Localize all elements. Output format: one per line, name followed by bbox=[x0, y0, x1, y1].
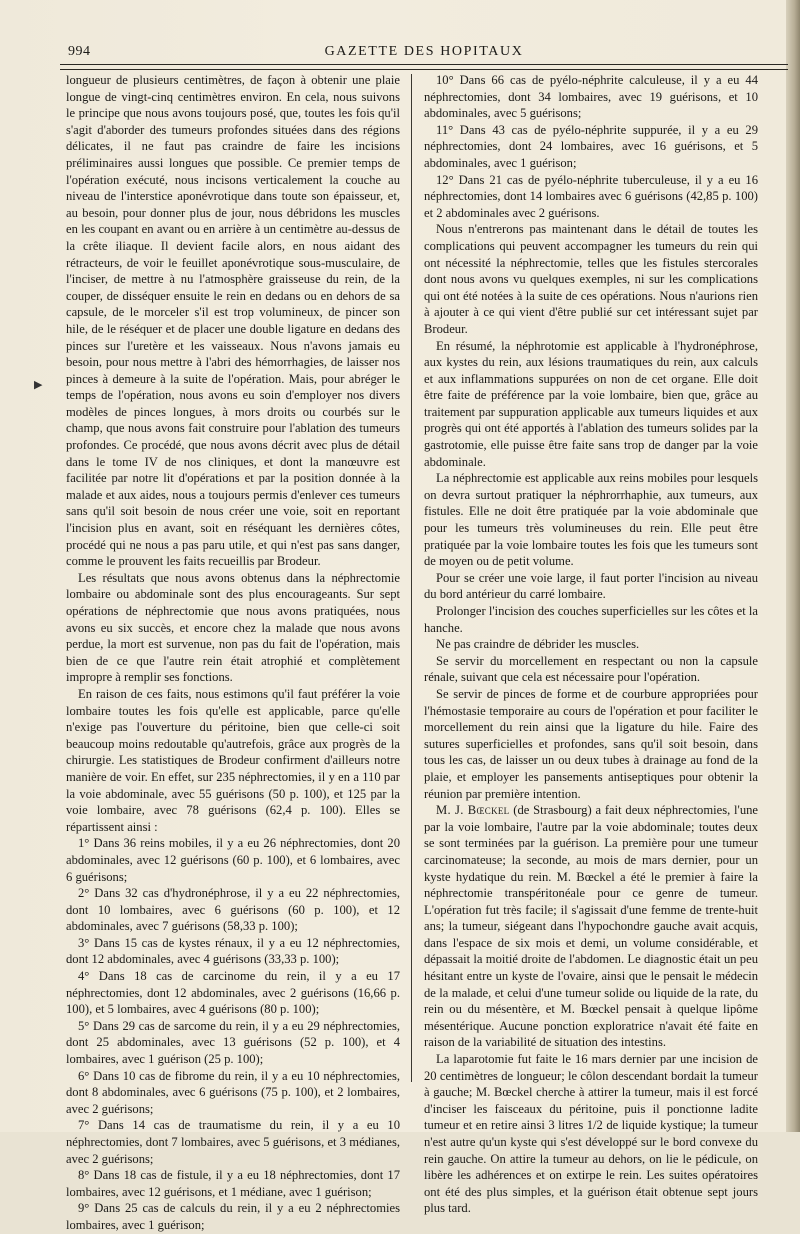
list-item: 8° Dans 18 cas de fistule, il y a eu 18 néphrectomies, dont 17 lombaires, avec 12 guérisons, et 1 médiane, avec 1 guérison; bbox=[66, 1168, 400, 1199]
list-item: 1° Dans 36 reins mobiles, il y a eu 26 néphrectomies, dont 20 abdominales, avec 12 guérisons (60 p. 100), et 6 lombaires, avec 6 guérisons; bbox=[66, 836, 400, 884]
list-item: 2° Dans 32 cas d'hydronéphrose, il y a eu 22 néphrectomies, dont 10 lombaires, avec 6 guérisons (60 p. 100), et 12 abdominales, avec 7 guérisons (58,33 p. 100); bbox=[66, 886, 400, 934]
header-rule bbox=[60, 64, 788, 70]
list-item: 3° Dans 15 cas de kystes rénaux, il y a eu 12 néphrectomies, dont 12 abdominales, avec 4 guérisons (33,33 p. 100); bbox=[66, 935, 400, 967]
page-edge-shadow bbox=[786, 0, 800, 1132]
left-column bbox=[66, 72, 400, 1234]
journal-title: GAZETTE DES HOPITAUX bbox=[324, 44, 524, 59]
paragraph: Se servir du morcellement en respectant ou non la capsule rénale, suivant que cela est nécessaire pour l'opération. bbox=[424, 653, 758, 685]
right-column bbox=[424, 72, 758, 1217]
paragraph: longueur de plusieurs centimètres, de façon à obtenir une plaie longue de vingt-cinq centimètres environ. En cela, nous suivons le principe que nous avons toujours posé, que, toutes les fois qu'il s'agit d'aborder des tumeurs profondes situées dans des régions délicates, il ne faut pas craindre de faire les incisions préliminaires aussi longues que possible. Ce premier temps de l'opération exécuté, nous incisons verticalement la couche au niveau de l'interstice aponévrotique dans toute son épaisseur, et, au besoin, pour donner plus de jour, nous débridons les muscles en les coupant en avant ou en arrière à un centimètre au-dessus de la crête iliaque. Il devient facile alors, en nous aidant des rétracteurs, de voir le feuillet aponévrotique sous-musculaire, de l'inciser, de mettre à nu l'atmosphère graisseuse du rein, de la couper, de disséquer ensuite le rein en dedans ou en dehors de sa capsule, de le morceler s'il est trop volumineux, de pincer son hile, de le réséquer et de placer une double ligature en dedans des pinces sur l'uretère et les vaisseaux. Nous n'avons jamais eu besoin, pour nous mettre à l'abri des hémorrhagies, de laisser nos pinces à demeure à la suite de l'opération. Mais, pour abréger le temps de l'opération, nous avons eu soin d'employer nos divers modèles de pinces longues, à mors droits ou courbés sur le champ, que nous avons fait construire pour l'ablation des tumeurs profondes. Ce procédé, que nous avons décrit avec plus de détail dans le tome IV de nos cliniques, et dont la manœuvre est facilitée par notre lit d'opérations et par la position donnée à la malade et aux aides, nous a toujours permis d'enlever ces tumeurs sans qu'il soit besoin de nous créer une voie, soit en reportant l'incision plus en avant, soit en réséquant les dernières côtes, procédé qui ne nous a pas paru utile, et qui n'est pas sans danger, comme le prouvent les faits recueillis par Brodeur. bbox=[66, 73, 400, 569]
list-item: 5° Dans 29 cas de sarcome du rein, il y a eu 29 néphrectomies, dont 25 abdominales, avec 13 guérisons (52 p. 100), et 4 lombaires, avec 1 guérison (25 p. 100); bbox=[66, 1018, 400, 1067]
paragraph: Pour se créer une voie large, il faut porter l'incision au niveau du bord antérieur du carré lombaire. bbox=[424, 570, 758, 602]
paragraph: En résumé, la néphrotomie est applicable à l'hydronéphrose, aux kystes du rein, aux lésions traumatiques du rein, aux calculs et aux inflammations suppurées on non de cet organe. Elle doit être faite de préférence par la voie lombaire, bien que, grâce au traitement par suppuration applicable aux tumeurs liquides et aux progrès qui ont été apportés à l'ablation des tumeurs solides par la gastrotomie, elle puisse être faite sans trop de danger par la voie abdominale. bbox=[424, 338, 758, 469]
paragraph: La néphrectomie est applicable aux reins mobiles pour lesquels on devra surtout pratiquer la néphrorrhaphie, aux tumeurs, aux fistules. Elle ne doit être pratiquée par la voie abdominale que pour les tumeurs très volumineuses du rein. Elle peut être pratiquée par la voie lombaire toutes les fois que les tumeurs sont de moyen ou de petit volume. bbox=[424, 471, 758, 569]
paragraph-text: (de Strasbourg) a fait deux néphrectomies, l'une par la voie lombaire, l'autre par la voie abdominale; toutes deux se sont terminées par la guérison. La première pour une tumeur carcinomateuse; la seconde, au mois de mars dernier, pour un kyste hydatique du rein. M. Bœckel a été le premier à faire la néphrectomie transpéritonéale pour ce genre de tumeur. L'opération fut très facile; il s'agissait d'une femme de trente-huit ans; la tumeur, siégeant dans l'hypochondre gauche avait acquis, dans l'espace de six mois et demi, un volume considérable, et dépassait la moitié droite de l'abdomen. Le diagnostic était un peu hésitant entre un kyste de l'ovaire, ainsi que le pensait le médecin de la malade, et celui d'une tumeur solide ou liquide de la rate, du rein ou du mésentère, et M. Bœckel pensait à quelque lipôme mésentérique. Aucune ponction exploratrice n'avait été faite en raison de la variabilité de situation des intestins. bbox=[424, 803, 758, 1050]
paragraph: En raison de ces faits, nous estimons qu'il faut préférer la voie lombaire toutes les fois qu'elle est applicable, parce qu'elle n'exige pas l'ouverture du péritoine, bien que celle-ci soit beaucoup moins redoutable qu'autrefois, grâce aux progrès de la chirurgie. Les statistiques de Brodeur confirment d'ailleurs notre manière de voir. En effet, sur 235 néphrectomies, il y en a 110 par la voie abdominale, avec 55 guérisons (50 p. 100), et 125 par la voie lombaire, avec 78 guérisons (62,4 p. 100). Elles se répartissent ainsi : bbox=[66, 686, 400, 834]
margin-arrow-icon: ▶ bbox=[34, 379, 43, 391]
paragraph: La laparotomie fut faite le 16 mars dernier par une incision de 20 centimètres de longueur; le côlon descendant bordait la tumeur à gauche; M. Bœckel cherche à attirer la tumeur, mais il est forcé d'inciser les faisceaux du péritoine, puis il ponctionne ladite tumeur et en retire ainsi 3 litres 1/2 de liquide kystique; la tumeur n'est autre qu'un kyste qui s'est développé sur le bord convexe du rein gauche. On attire la tumeur au dehors, on lie le pédicule, on libère les adhérences et on extirpe le rein. Les suites opératoires ont été des plus simples, et la guérison était obtenue sept jours plus tard. bbox=[424, 1052, 758, 1216]
list-item: 6° Dans 10 cas de fibrome du rein, il y a eu 10 néphrectomies, dont 8 abdominales, avec 6 guérisons (75 p. 100), et 2 lombaires, avec 2 guérisons; bbox=[66, 1068, 400, 1116]
list-item: 11° Dans 43 cas de pyélo-néphrite suppurée, il y a eu 29 néphrectomies, dont 24 lombaires, avec 16 guérisons, et 5 abdominales, avec 1 guérison; bbox=[424, 122, 758, 170]
boeckel-paragraph bbox=[424, 802, 758, 1051]
author-name: M. J. Bœckel bbox=[436, 803, 510, 818]
list-item: 7° Dans 14 cas de traumatisme du rein, il y a eu 10 néphrectomies, dont 7 lombaires, avec 5 guérisons, et 3 médianes, avec 2 guérisons; bbox=[66, 1118, 400, 1166]
list-item: 4° Dans 18 cas de carcinome du rein, il y a eu 17 néphrectomies, dont 12 abdominales, avec 2 guérisons (16,66 p. 100), et 5 lombaires, avec 4 guérisons (80 p. 100); bbox=[66, 969, 400, 1017]
column-divider bbox=[411, 74, 412, 1082]
paragraph: Ne pas craindre de débrider les muscles. bbox=[436, 637, 640, 652]
paragraph: Prolonger l'incision des couches superficielles sur les côtes et la hanche. bbox=[424, 604, 758, 635]
page-number: 994 bbox=[68, 44, 91, 59]
list-item: 12° Dans 21 cas de pyélo-néphrite tuberculeuse, il y a eu 16 néphrectomies, dont 14 lombaires avec 6 guérisons (42,85 p. 100) et 2 abdominales avec 2 guérisons. bbox=[424, 172, 758, 220]
paragraph: Nous n'entrerons pas maintenant dans le détail de toutes les complications qui peuvent accompagner les tumeurs du rein qui ont nécessité la néphrectomie, telles que les fistules stercorales dont nous avons vu quelques exemples, ni sur les complications qui ont été notées à la suite de ces opérations. Nous n'aurions rien à ajouter à ce qui vient d'être publié sur cet intéressant sujet par Brodeur. bbox=[424, 222, 758, 336]
paragraph: Se servir de pinces de forme et de courbure appropriées pour l'hémostasie temporaire au cours de l'opération et pour faciliter le morcellement du rein ainsi que la ligature du hile. Faire des sutures superficielles et profondes, sans qu'il soit besoin, dans tous les cas, de laisser un ou deux tubes à drainage au fond de la plaie, et employer les pansements antiseptiques pour obtenir la réunion par première intention. bbox=[424, 686, 758, 801]
page-header bbox=[60, 44, 788, 62]
paragraph: Les résultats que nous avons obtenus dans la néphrectomie lombaire ou abdominale sont des plus encourageants. Sur sept opérations de néphrectomie que nous avons pratiquées, nous avons eu six succès, et encore chez la malade que nous avons perdue, la mort est survenue, non pas du fait de l'opération, mais bien de ce que l'autre rein était atrophié et complètement impropre à remplir ses fonctions. bbox=[66, 570, 400, 685]
list-item: 10° Dans 66 cas de pyélo-néphrite calculeuse, il y a eu 44 néphrectomies, dont 34 lombaires, avec 19 guérisons, et 10 abdominales, avec 5 guérisons; bbox=[424, 73, 758, 121]
list-item: 9° Dans 25 cas de calculs du rein, il y a eu 2 néphrectomies lombaires, avec 1 guérison; bbox=[66, 1201, 400, 1232]
